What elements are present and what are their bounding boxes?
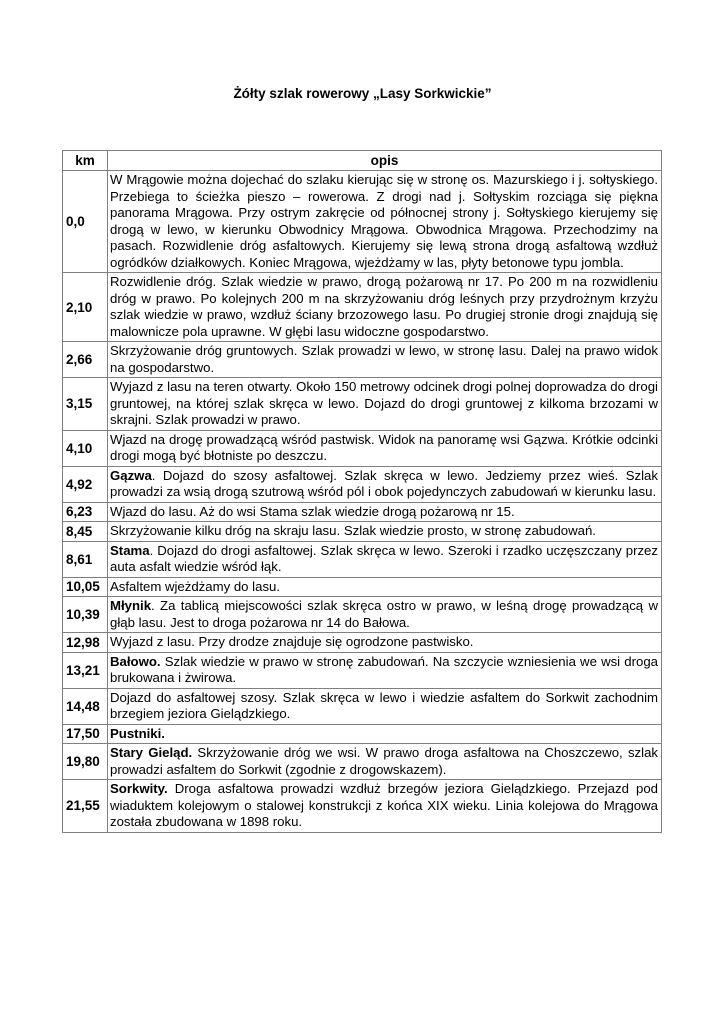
header-opis: opis	[108, 151, 662, 171]
description-text: . Dojazd do szosy asfaltowej. Szlak skręca w lewo. Jedziemy przez wieś. Szlak prowadzi za wsią drogą szutrową wśród pól i obok pojedynczych zabudowań w kierunku lasu.	[110, 467, 658, 499]
km-cell: 21,55	[63, 780, 108, 833]
description-cell	[108, 577, 662, 597]
table-row	[63, 744, 662, 780]
table-row	[63, 502, 662, 522]
description-cell	[108, 522, 662, 542]
km-cell: 10,05	[63, 577, 108, 597]
table-header-row	[63, 151, 662, 171]
place-name: Młynik	[110, 598, 152, 613]
description-cell	[108, 597, 662, 633]
table-row	[63, 522, 662, 542]
km-cell: 4,92	[63, 466, 108, 502]
description-cell	[108, 342, 662, 378]
km-cell: 12,98	[63, 633, 108, 653]
description-text: Rozwidlenie dróg. Szlak wiedzie w prawo, drogą pożarową nr 17. Po 200 m na rozwidleniu dróg w prawo. Po kolejnych 200 m na skrzyżowaniu dróg leśnych przy przydrożnym krzyżu szlak wiedzie w prawo, wzdłuż ściany brzozowego lasu. Po drugiej stronie drogi znajdują się malownicze pola uprawne. W głębi lasu widoczne gospodarstwo.	[110, 274, 658, 339]
description-cell	[108, 378, 662, 431]
km-cell: 13,21	[63, 652, 108, 688]
description-cell	[108, 466, 662, 502]
description-cell	[108, 724, 662, 744]
table-row	[63, 430, 662, 466]
table-row	[63, 273, 662, 342]
table-row	[63, 577, 662, 597]
km-cell: 6,23	[63, 502, 108, 522]
place-name: Gązwa	[110, 467, 152, 483]
description-text: Wjazd na drogę prowadzącą wśród pastwisk. Widok na panoramę wsi Gązwa. Krótkie odcinki drogi mogą być błotniste po deszczu.	[110, 431, 658, 463]
place-name: Pustniki.	[110, 725, 165, 741]
description-cell	[108, 780, 662, 833]
description-text: W Mrągowie można dojechać do szlaku kierując się w stronę os. Mazurskiego i j. sołtyskiego. Przebiega to ścieżka pieszo – rowerowa. Z drogi nad j. Sołtyskim rozciąga się piękna panorama Mrągowa. Przy ostrym zakręcie od północnej strony j. Sołtyskiego kierujemy się drogą w lewo, w kierunku Obwodnicy Mrągowa. Obwodnica Mrągowa. Przechodzimy na pasach. Rozwidlenie dróg asfaltowych. Kierujemy się lewą strona drogą asfaltową wzdłuż ogródków działkowych. Koniec Mrągowa, wjeżdżamy w las, płyty betonowe typu jombla.	[110, 172, 658, 270]
description-text: Skrzyżowanie dróg we wsi. W prawo droga asfaltowa na Choszczewo, szlak prowadzi asfaltem do Sorkwit (zgodnie z drogowskazem).	[110, 745, 658, 777]
table-row	[63, 633, 662, 653]
description-text: Skrzyżowanie dróg gruntowych. Szlak prowadzi w lewo, w stronę lasu. Dalej na prawo widok na gospodarstwo.	[110, 343, 658, 375]
table-row	[63, 171, 662, 273]
description-text: Szlak wiedzie w prawo w stronę zabudowań. Na szczycie wzniesienia we wsi droga brukowana i żwirowa.	[110, 653, 658, 685]
table-row	[63, 652, 662, 688]
description-cell	[108, 744, 662, 780]
place-name: Stary Gieląd.	[110, 745, 193, 760]
table-row	[63, 541, 662, 577]
km-cell: 4,10	[63, 430, 108, 466]
table-row	[63, 342, 662, 378]
km-cell: 19,80	[63, 744, 108, 780]
km-cell: 2,66	[63, 342, 108, 378]
description-text: Wyjazd z lasu na teren otwarty. Około 150 metrowy odcinek drogi polnej doprowadza do drogi gruntowej, na której szlak skręca w lewo. Dojazd do drogi gruntowej z kilkoma brzozami w skrajni. Szlak prowadzi w prawo.	[110, 379, 658, 427]
description-cell	[108, 273, 662, 342]
description-text: Wjazd do lasu. Aż do wsi Stama szlak wiedzie drogą pożarową nr 15.	[110, 503, 515, 519]
header-km: km	[63, 151, 108, 171]
description-text: . Dojazd do drogi asfaltowej. Szlak skręca w lewo. Szeroki i rzadko uczęszczany przez auta asfalt wiedzie wśród łąk.	[110, 542, 658, 574]
km-cell: 2,10	[63, 273, 108, 342]
table-row	[63, 466, 662, 502]
description-cell	[108, 502, 662, 522]
description-text: Asfaltem wjeżdżamy do lasu.	[110, 578, 281, 594]
description-cell	[108, 652, 662, 688]
table-row	[63, 724, 662, 744]
description-text: Droga asfaltowa prowadzi wzdłuż brzegów jeziora Gielądzkiego. Przejazd pod wiaduktem kolejowym o stalowej konstrukcji z końca XIX wieku. Linia kolejowa do Mrągowa została zbudowana w 1898 roku.	[110, 781, 658, 829]
km-cell: 17,50	[63, 724, 108, 744]
description-text: Wyjazd z lasu. Przy drodze znajduje się ogrodzone pastwisko.	[110, 634, 474, 649]
place-name: Sorkwity.	[110, 781, 168, 796]
description-cell	[108, 430, 662, 466]
route-table	[62, 150, 662, 833]
km-cell: 10,39	[63, 597, 108, 633]
description-text: Dojazd do asfaltowej szosy. Szlak skręca w lewo i wiedzie asfaltem do Sorkwit zachodnim brzegiem jeziora Gielądzkiego.	[110, 689, 658, 721]
table-row	[63, 378, 662, 431]
place-name: Bałowo.	[110, 653, 161, 669]
table-row	[63, 780, 662, 833]
description-text: Skrzyżowanie kilku dróg na skraju lasu. Szlak wiedzie prosto, w stronę zabudowań.	[110, 523, 596, 538]
table-row	[63, 597, 662, 633]
km-cell: 14,48	[63, 688, 108, 724]
km-cell: 0,0	[63, 171, 108, 273]
description-text: . Za tablicą miejscowości szlak skręca ostro w prawo, w leśną drogę prowadzącą w głąb lasu. Jest to droga pożarowa nr 14 do Bałowa.	[110, 598, 658, 630]
description-cell	[108, 171, 662, 273]
document-title: Żółty szlak rowerowy „Lasy Sorkwickie”	[233, 86, 492, 101]
description-cell	[108, 541, 662, 577]
km-cell: 3,15	[63, 378, 108, 431]
place-name: Stama	[110, 542, 150, 558]
km-cell: 8,45	[63, 522, 108, 542]
table-row	[63, 688, 662, 724]
description-cell	[108, 633, 662, 653]
km-cell: 8,61	[63, 541, 108, 577]
description-cell	[108, 688, 662, 724]
